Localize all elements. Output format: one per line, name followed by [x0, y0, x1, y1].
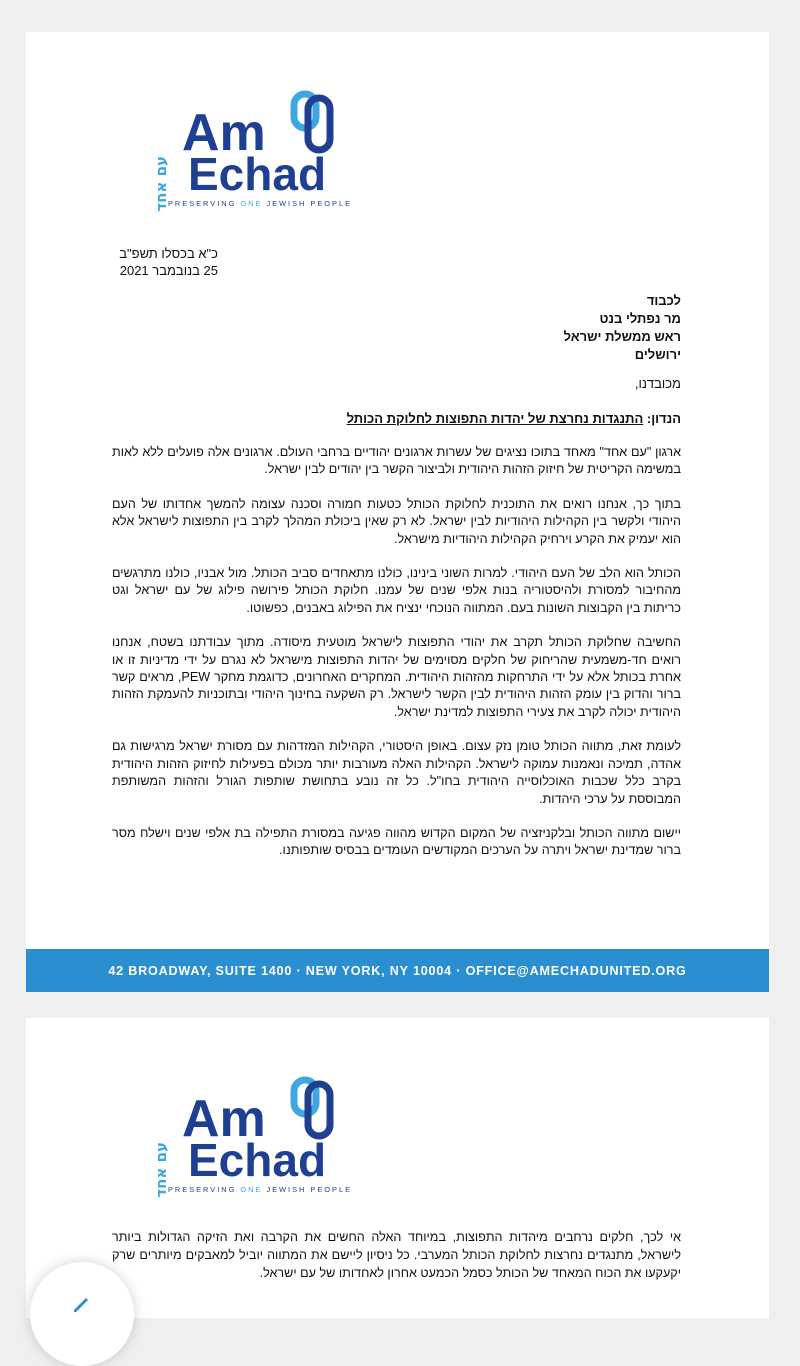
- logo-am-text: Am: [182, 104, 266, 162]
- body-paragraph: בתוך כך, אנחנו רואים את התוכנית לחלוקת הכותל כטעות חמורה וסכנה עצומה להמשך אחדותו של העם היהודי ולקשר בין הקהילות היהודיות לבין ישראל. לא רק שאין ביכולת המהלך לקרב בין התפוצות לישראל אלא הוא יעמיק את הקרע וירחיק הקהילות היהודיות מישראל.: [112, 496, 681, 546]
- letter-body: [112, 444, 681, 877]
- subject-label: הנדון:: [646, 411, 681, 426]
- body-paragraph: יישום מתווה הכותל ובלקניזציה של המקום הקדוש מהווה פגיעה במסורת התפילה בת אלפי שנים וישלח מסר ברור שמדינת ישראל ויתרה על הערכים המקודשים העומדים בבסיס שותפותנו.: [112, 825, 681, 858]
- recipient-line: ראש ממשלת ישראל: [563, 329, 681, 344]
- logo-hebrew-text: עם אחד: [152, 156, 170, 212]
- body-paragraph: הכותל הוא הלב של העם היהודי. למרות השוני בינינו, כולנו מתאחדים סביב הכותל. מול אבניו, כולנו מתרגשים מהחיבור למסורת ולהיסטוריה בנות אלפי שנים של עמנו. חלוקת הכותל פירושה פילוג של עם ישראל וגט כריתות בין הקבוצות השונות בעם. המתווה הנוכחי ינציח את הפילוג באבנים, כפשוטו.: [112, 566, 681, 615]
- logo-am-text: Am: [182, 1090, 266, 1148]
- body-paragraph: אי לכך, חלקים נרחבים מיהדות התפוצות, במיוחד האלה החשים את הקרבה ואת הזיקה הגדולות ביותר לישראל, מתנגדים נחרצות לחלוקת הכותל המערבי. כל ניסיון ליישם את המתווה יוביל למאבקים מיותרים שרק יקעקעו את הכוח המאחד של הכותל כסמל הכמעט אחרון לאחדותו של עם ישראל.: [112, 1230, 681, 1280]
- body-paragraph: החשיבה שחלוקת הכותל תקרב את יהודי התפוצות לישראל מוטעית מיסודה. מתוך עבודתנו בשטח, אנחנו רואים חד-משמעית שהריחוק של חלקים מסוימים של יהדות התפוצות מישראל לא נגרם על ידי מדיניות זו או אחרת בכותל אלא על ידי התרחקות מהזהות היהודית. המחקרים האחרונים, כדוגמת מחקר PEW, מראים קשר ברור והדוק בין עומק הזהות היהודית לבין הקשר לישראל. רק השקעה בחינוך היהודי ובתוכניות להעמקת הזהות היהודית יכולה לקרב את צעירי התפוצות למדינת ישראל.: [112, 635, 681, 719]
- body-paragraph: לעומת זאת, מתווה הכותל טומן נזק עצום. באופן היסטורי, הקהילות המזדהות עם מסורת ישראל מרגישות גם אהדה, תמיכה ונאמנות עמוקה לישראל. הקהילות האלה מעורבות יותר מכולם בפעילות לחיזוק הזהות היהודית בקרב כלל שכבות האוכלוסייה היהודית בחו"ל. כל זה נובע בתחושת שותפות הגורל והזהות המשותפת המבוססת על ערכי היהדות.: [112, 739, 681, 806]
- subject-line: [261, 411, 681, 426]
- subject-text: התנגדות נחרצת של יהדות התפוצות לחלוקת הכותל: [346, 411, 644, 426]
- am-echad-logo: [154, 1078, 384, 1198]
- recipient-line: מר נפתלי בנט: [599, 311, 681, 326]
- recipient-block: [361, 292, 681, 364]
- am-echad-logo-graphic: [154, 1078, 384, 1198]
- logo-echad-text: Echad: [188, 1134, 327, 1186]
- am-echad-logo: [154, 92, 384, 212]
- logo-tagline: PRESERVING ONE JEWISH PEOPLE: [168, 199, 353, 208]
- salutation: מכובדנו,: [634, 376, 681, 391]
- letter-page-1: [26, 32, 769, 992]
- letter-dates: [112, 245, 218, 279]
- gregorian-date: 25 בנובמבר 2021: [119, 263, 218, 278]
- letter-body-page-2: [112, 1228, 681, 1282]
- footer-address: 42 BROADWAY, SUITE 1400 · NEW YORK, NY 10004 · OFFICE@AMECHADUNITED.ORG: [108, 963, 687, 978]
- logo-hebrew-text: עם אחד: [152, 1142, 170, 1198]
- recipient-line: לכבוד: [646, 293, 681, 308]
- floating-action-button[interactable]: [30, 1262, 134, 1366]
- recipient-line: ירושלים: [634, 347, 681, 362]
- logo-echad-text: Echad: [188, 148, 327, 200]
- edit-icon: [70, 1292, 94, 1316]
- logo-tagline: PRESERVING ONE JEWISH PEOPLE: [168, 1185, 353, 1194]
- letter-page-2: [26, 1018, 769, 1318]
- hebrew-date: כ"א בכסלו תשפ"ב: [119, 246, 218, 261]
- letterhead-footer: [26, 949, 769, 992]
- body-paragraph: ארגון "עם אחד" מאחד בתוכו נציגים של עשרות ארגונים יהודיים ברחבי העולם. ארגונים אלה פועלים ללא לאות במשימה הקריטית של חיזוק הזהות היהודית ולביצור הקשר בין יהודים לבין ישראל.: [112, 445, 681, 477]
- am-echad-logo-graphic: [154, 92, 384, 212]
